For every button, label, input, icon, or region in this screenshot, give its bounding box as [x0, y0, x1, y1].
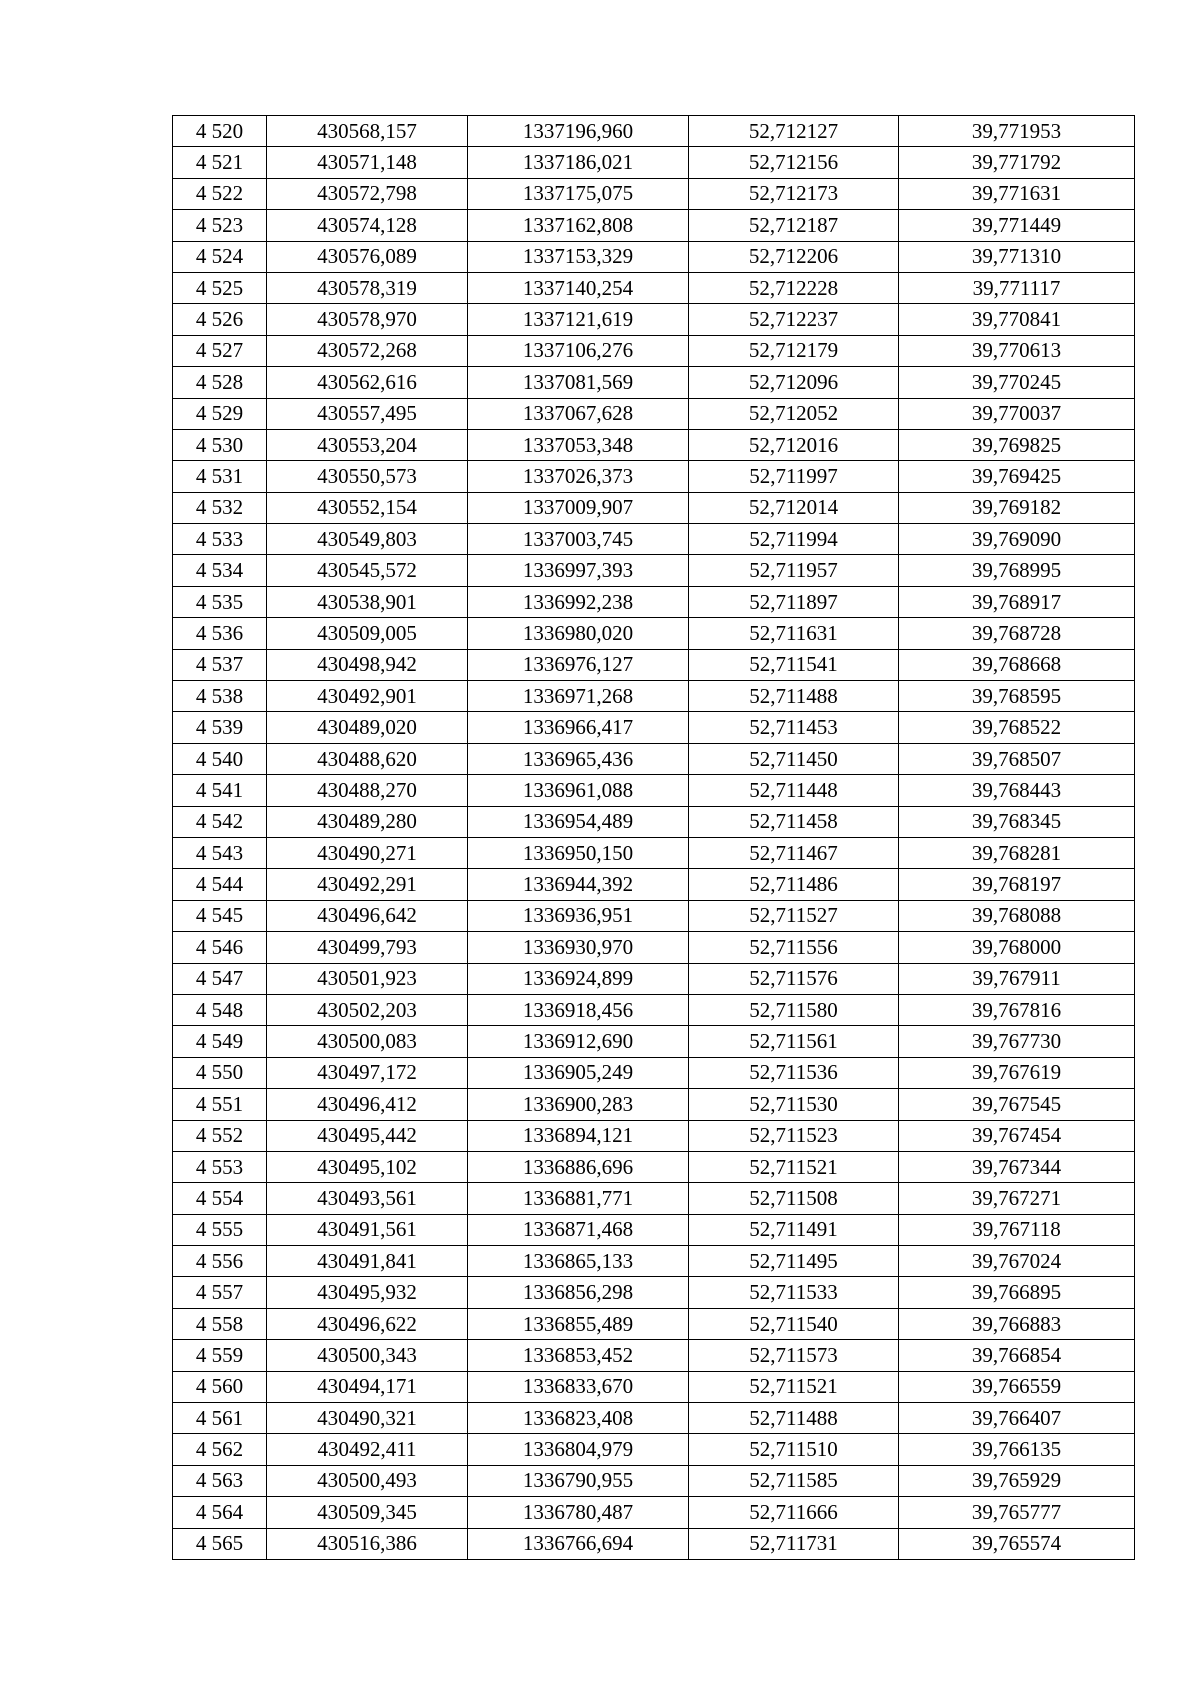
- longitude-cell: 39,768345: [899, 806, 1135, 837]
- table-row: [173, 1057, 1135, 1088]
- latitude-cell: 52,711897: [689, 586, 899, 617]
- table-row: [173, 116, 1135, 147]
- y-coordinate-cell: 1336853,452: [468, 1340, 689, 1371]
- longitude-cell: 39,769425: [899, 461, 1135, 492]
- y-coordinate-cell: 1336766,694: [468, 1528, 689, 1559]
- y-coordinate-cell: 1336881,771: [468, 1183, 689, 1214]
- y-coordinate-cell: 1337186,021: [468, 147, 689, 178]
- y-coordinate-cell: 1336856,298: [468, 1277, 689, 1308]
- x-coordinate-cell: 430568,157: [267, 116, 468, 147]
- point-number-cell: 4 553: [173, 1151, 267, 1182]
- latitude-cell: 52,711536: [689, 1057, 899, 1088]
- point-number-cell: 4 560: [173, 1371, 267, 1402]
- table-row: [173, 963, 1135, 994]
- table-row: [173, 1497, 1135, 1528]
- longitude-cell: 39,765929: [899, 1465, 1135, 1496]
- x-coordinate-cell: 430496,622: [267, 1308, 468, 1339]
- x-coordinate-cell: 430509,005: [267, 618, 468, 649]
- x-coordinate-cell: 430572,798: [267, 178, 468, 209]
- y-coordinate-cell: 1336961,088: [468, 775, 689, 806]
- point-number-cell: 4 520: [173, 116, 267, 147]
- longitude-cell: 39,770037: [899, 398, 1135, 429]
- latitude-cell: 52,711585: [689, 1465, 899, 1496]
- point-number-cell: 4 546: [173, 932, 267, 963]
- table-row: [173, 994, 1135, 1025]
- latitude-cell: 52,712173: [689, 178, 899, 209]
- latitude-cell: 52,712187: [689, 210, 899, 241]
- point-number-cell: 4 552: [173, 1120, 267, 1151]
- table-row: [173, 1340, 1135, 1371]
- x-coordinate-cell: 430500,493: [267, 1465, 468, 1496]
- point-number-cell: 4 537: [173, 649, 267, 680]
- latitude-cell: 52,712179: [689, 335, 899, 366]
- table-row: [173, 1528, 1135, 1559]
- latitude-cell: 52,711573: [689, 1340, 899, 1371]
- point-number-cell: 4 557: [173, 1277, 267, 1308]
- point-number-cell: 4 526: [173, 304, 267, 335]
- x-coordinate-cell: 430553,204: [267, 429, 468, 460]
- table-row: [173, 586, 1135, 617]
- point-number-cell: 4 540: [173, 743, 267, 774]
- latitude-cell: 52,712156: [689, 147, 899, 178]
- latitude-cell: 52,711486: [689, 869, 899, 900]
- x-coordinate-cell: 430490,271: [267, 837, 468, 868]
- point-number-cell: 4 562: [173, 1434, 267, 1465]
- longitude-cell: 39,766895: [899, 1277, 1135, 1308]
- x-coordinate-cell: 430497,172: [267, 1057, 468, 1088]
- latitude-cell: 52,711508: [689, 1183, 899, 1214]
- table-row: [173, 1434, 1135, 1465]
- point-number-cell: 4 544: [173, 869, 267, 900]
- point-number-cell: 4 535: [173, 586, 267, 617]
- x-coordinate-cell: 430492,411: [267, 1434, 468, 1465]
- table-row: [173, 1465, 1135, 1496]
- y-coordinate-cell: 1337162,808: [468, 210, 689, 241]
- point-number-cell: 4 533: [173, 524, 267, 555]
- x-coordinate-cell: 430490,321: [267, 1403, 468, 1434]
- longitude-cell: 39,768595: [899, 681, 1135, 712]
- point-number-cell: 4 527: [173, 335, 267, 366]
- point-number-cell: 4 558: [173, 1308, 267, 1339]
- x-coordinate-cell: 430500,343: [267, 1340, 468, 1371]
- latitude-cell: 52,711488: [689, 1403, 899, 1434]
- point-number-cell: 4 548: [173, 994, 267, 1025]
- y-coordinate-cell: 1336918,456: [468, 994, 689, 1025]
- table-row: [173, 1214, 1135, 1245]
- point-number-cell: 4 528: [173, 367, 267, 398]
- point-number-cell: 4 524: [173, 241, 267, 272]
- y-coordinate-cell: 1336992,238: [468, 586, 689, 617]
- y-coordinate-cell: 1337121,619: [468, 304, 689, 335]
- point-number-cell: 4 536: [173, 618, 267, 649]
- latitude-cell: 52,711576: [689, 963, 899, 994]
- table-row: [173, 555, 1135, 586]
- x-coordinate-cell: 430498,942: [267, 649, 468, 680]
- longitude-cell: 39,768281: [899, 837, 1135, 868]
- longitude-cell: 39,770841: [899, 304, 1135, 335]
- x-coordinate-cell: 430491,841: [267, 1246, 468, 1277]
- x-coordinate-cell: 430500,083: [267, 1026, 468, 1057]
- longitude-cell: 39,771117: [899, 272, 1135, 303]
- longitude-cell: 39,768507: [899, 743, 1135, 774]
- latitude-cell: 52,711491: [689, 1214, 899, 1245]
- y-coordinate-cell: 1336871,468: [468, 1214, 689, 1245]
- table-row: [173, 1277, 1135, 1308]
- y-coordinate-cell: 1337140,254: [468, 272, 689, 303]
- latitude-cell: 52,711523: [689, 1120, 899, 1151]
- x-coordinate-cell: 430495,442: [267, 1120, 468, 1151]
- y-coordinate-cell: 1336790,955: [468, 1465, 689, 1496]
- latitude-cell: 52,711666: [689, 1497, 899, 1528]
- x-coordinate-cell: 430552,154: [267, 492, 468, 523]
- y-coordinate-cell: 1336780,487: [468, 1497, 689, 1528]
- y-coordinate-cell: 1336936,951: [468, 900, 689, 931]
- y-coordinate-cell: 1337053,348: [468, 429, 689, 460]
- x-coordinate-cell: 430572,268: [267, 335, 468, 366]
- coordinates-table-body: [173, 116, 1135, 1560]
- longitude-cell: 39,771953: [899, 116, 1135, 147]
- longitude-cell: 39,770613: [899, 335, 1135, 366]
- table-row: [173, 649, 1135, 680]
- point-number-cell: 4 522: [173, 178, 267, 209]
- x-coordinate-cell: 430496,412: [267, 1089, 468, 1120]
- latitude-cell: 52,711997: [689, 461, 899, 492]
- latitude-cell: 52,712096: [689, 367, 899, 398]
- table-row: [173, 1308, 1135, 1339]
- latitude-cell: 52,711994: [689, 524, 899, 555]
- table-row: [173, 1183, 1135, 1214]
- table-row: [173, 775, 1135, 806]
- latitude-cell: 52,711631: [689, 618, 899, 649]
- point-number-cell: 4 530: [173, 429, 267, 460]
- x-coordinate-cell: 430550,573: [267, 461, 468, 492]
- longitude-cell: 39,768522: [899, 712, 1135, 743]
- longitude-cell: 39,767911: [899, 963, 1135, 994]
- x-coordinate-cell: 430578,970: [267, 304, 468, 335]
- longitude-cell: 39,767344: [899, 1151, 1135, 1182]
- table-row: [173, 178, 1135, 209]
- y-coordinate-cell: 1336980,020: [468, 618, 689, 649]
- y-coordinate-cell: 1336905,249: [468, 1057, 689, 1088]
- y-coordinate-cell: 1336966,417: [468, 712, 689, 743]
- point-number-cell: 4 525: [173, 272, 267, 303]
- x-coordinate-cell: 430501,923: [267, 963, 468, 994]
- longitude-cell: 39,766883: [899, 1308, 1135, 1339]
- longitude-cell: 39,768728: [899, 618, 1135, 649]
- point-number-cell: 4 556: [173, 1246, 267, 1277]
- table-row: [173, 618, 1135, 649]
- longitude-cell: 39,767454: [899, 1120, 1135, 1151]
- x-coordinate-cell: 430538,901: [267, 586, 468, 617]
- y-coordinate-cell: 1337003,745: [468, 524, 689, 555]
- latitude-cell: 52,711731: [689, 1528, 899, 1559]
- table-row: [173, 492, 1135, 523]
- y-coordinate-cell: 1336912,690: [468, 1026, 689, 1057]
- point-number-cell: 4 555: [173, 1214, 267, 1245]
- point-number-cell: 4 529: [173, 398, 267, 429]
- longitude-cell: 39,771631: [899, 178, 1135, 209]
- latitude-cell: 52,712206: [689, 241, 899, 272]
- y-coordinate-cell: 1336886,696: [468, 1151, 689, 1182]
- latitude-cell: 52,711541: [689, 649, 899, 680]
- longitude-cell: 39,770245: [899, 367, 1135, 398]
- x-coordinate-cell: 430571,148: [267, 147, 468, 178]
- y-coordinate-cell: 1336954,489: [468, 806, 689, 837]
- longitude-cell: 39,765777: [899, 1497, 1135, 1528]
- table-row: [173, 681, 1135, 712]
- latitude-cell: 52,711580: [689, 994, 899, 1025]
- coordinates-table: [172, 115, 1135, 1560]
- longitude-cell: 39,769182: [899, 492, 1135, 523]
- table-row: [173, 932, 1135, 963]
- longitude-cell: 39,767816: [899, 994, 1135, 1025]
- x-coordinate-cell: 430574,128: [267, 210, 468, 241]
- y-coordinate-cell: 1336997,393: [468, 555, 689, 586]
- latitude-cell: 52,711448: [689, 775, 899, 806]
- latitude-cell: 52,711527: [689, 900, 899, 931]
- latitude-cell: 52,711561: [689, 1026, 899, 1057]
- x-coordinate-cell: 430496,642: [267, 900, 468, 931]
- longitude-cell: 39,768995: [899, 555, 1135, 586]
- x-coordinate-cell: 430499,793: [267, 932, 468, 963]
- point-number-cell: 4 565: [173, 1528, 267, 1559]
- y-coordinate-cell: 1336924,899: [468, 963, 689, 994]
- longitude-cell: 39,765574: [899, 1528, 1135, 1559]
- longitude-cell: 39,766559: [899, 1371, 1135, 1402]
- latitude-cell: 52,711533: [689, 1277, 899, 1308]
- point-number-cell: 4 539: [173, 712, 267, 743]
- table-row: [173, 869, 1135, 900]
- x-coordinate-cell: 430557,495: [267, 398, 468, 429]
- x-coordinate-cell: 430562,616: [267, 367, 468, 398]
- point-number-cell: 4 545: [173, 900, 267, 931]
- point-number-cell: 4 561: [173, 1403, 267, 1434]
- point-number-cell: 4 564: [173, 1497, 267, 1528]
- longitude-cell: 39,771449: [899, 210, 1135, 241]
- table-row: [173, 712, 1135, 743]
- table-row: [173, 398, 1135, 429]
- x-coordinate-cell: 430549,803: [267, 524, 468, 555]
- y-coordinate-cell: 1337153,329: [468, 241, 689, 272]
- point-number-cell: 4 563: [173, 1465, 267, 1496]
- x-coordinate-cell: 430489,020: [267, 712, 468, 743]
- table-row: [173, 335, 1135, 366]
- latitude-cell: 52,711530: [689, 1089, 899, 1120]
- x-coordinate-cell: 430492,291: [267, 869, 468, 900]
- point-number-cell: 4 523: [173, 210, 267, 241]
- y-coordinate-cell: 1336865,133: [468, 1246, 689, 1277]
- table-row: [173, 1151, 1135, 1182]
- longitude-cell: 39,766854: [899, 1340, 1135, 1371]
- latitude-cell: 52,711510: [689, 1434, 899, 1465]
- latitude-cell: 52,711453: [689, 712, 899, 743]
- point-number-cell: 4 543: [173, 837, 267, 868]
- longitude-cell: 39,771310: [899, 241, 1135, 272]
- point-number-cell: 4 554: [173, 1183, 267, 1214]
- table-row: [173, 524, 1135, 555]
- table-row: [173, 461, 1135, 492]
- longitude-cell: 39,768443: [899, 775, 1135, 806]
- y-coordinate-cell: 1336855,489: [468, 1308, 689, 1339]
- y-coordinate-cell: 1336894,121: [468, 1120, 689, 1151]
- y-coordinate-cell: 1336833,670: [468, 1371, 689, 1402]
- table-row: [173, 900, 1135, 931]
- latitude-cell: 52,712237: [689, 304, 899, 335]
- longitude-cell: 39,769090: [899, 524, 1135, 555]
- y-coordinate-cell: 1336930,970: [468, 932, 689, 963]
- longitude-cell: 39,768668: [899, 649, 1135, 680]
- table-row: [173, 1120, 1135, 1151]
- table-row: [173, 147, 1135, 178]
- latitude-cell: 52,712052: [689, 398, 899, 429]
- x-coordinate-cell: 430502,203: [267, 994, 468, 1025]
- x-coordinate-cell: 430545,572: [267, 555, 468, 586]
- x-coordinate-cell: 430516,386: [267, 1528, 468, 1559]
- point-number-cell: 4 542: [173, 806, 267, 837]
- y-coordinate-cell: 1336965,436: [468, 743, 689, 774]
- y-coordinate-cell: 1337067,628: [468, 398, 689, 429]
- y-coordinate-cell: 1336950,150: [468, 837, 689, 868]
- table-row: [173, 367, 1135, 398]
- table-row: [173, 1403, 1135, 1434]
- table-row: [173, 1246, 1135, 1277]
- table-row: [173, 743, 1135, 774]
- longitude-cell: 39,768000: [899, 932, 1135, 963]
- table-row: [173, 837, 1135, 868]
- latitude-cell: 52,712228: [689, 272, 899, 303]
- table-row: [173, 806, 1135, 837]
- y-coordinate-cell: 1337081,569: [468, 367, 689, 398]
- latitude-cell: 52,711495: [689, 1246, 899, 1277]
- y-coordinate-cell: 1337106,276: [468, 335, 689, 366]
- point-number-cell: 4 559: [173, 1340, 267, 1371]
- latitude-cell: 52,711450: [689, 743, 899, 774]
- latitude-cell: 52,711521: [689, 1371, 899, 1402]
- table-row: [173, 429, 1135, 460]
- point-number-cell: 4 549: [173, 1026, 267, 1057]
- x-coordinate-cell: 430493,561: [267, 1183, 468, 1214]
- y-coordinate-cell: 1337175,075: [468, 178, 689, 209]
- latitude-cell: 52,711556: [689, 932, 899, 963]
- latitude-cell: 52,711458: [689, 806, 899, 837]
- longitude-cell: 39,767619: [899, 1057, 1135, 1088]
- x-coordinate-cell: 430495,932: [267, 1277, 468, 1308]
- point-number-cell: 4 531: [173, 461, 267, 492]
- x-coordinate-cell: 430489,280: [267, 806, 468, 837]
- x-coordinate-cell: 430488,270: [267, 775, 468, 806]
- point-number-cell: 4 538: [173, 681, 267, 712]
- latitude-cell: 52,711540: [689, 1308, 899, 1339]
- x-coordinate-cell: 430495,102: [267, 1151, 468, 1182]
- longitude-cell: 39,771792: [899, 147, 1135, 178]
- longitude-cell: 39,767271: [899, 1183, 1135, 1214]
- table-row: [173, 241, 1135, 272]
- latitude-cell: 52,712016: [689, 429, 899, 460]
- y-coordinate-cell: 1337009,907: [468, 492, 689, 523]
- latitude-cell: 52,712014: [689, 492, 899, 523]
- latitude-cell: 52,712127: [689, 116, 899, 147]
- point-number-cell: 4 550: [173, 1057, 267, 1088]
- y-coordinate-cell: 1336804,979: [468, 1434, 689, 1465]
- x-coordinate-cell: 430491,561: [267, 1214, 468, 1245]
- y-coordinate-cell: 1336971,268: [468, 681, 689, 712]
- point-number-cell: 4 541: [173, 775, 267, 806]
- latitude-cell: 52,711488: [689, 681, 899, 712]
- table-row: [173, 1371, 1135, 1402]
- table-row: [173, 304, 1135, 335]
- longitude-cell: 39,768917: [899, 586, 1135, 617]
- y-coordinate-cell: 1336976,127: [468, 649, 689, 680]
- x-coordinate-cell: 430488,620: [267, 743, 468, 774]
- y-coordinate-cell: 1336900,283: [468, 1089, 689, 1120]
- x-coordinate-cell: 430494,171: [267, 1371, 468, 1402]
- x-coordinate-cell: 430492,901: [267, 681, 468, 712]
- longitude-cell: 39,768088: [899, 900, 1135, 931]
- table-row: [173, 210, 1135, 241]
- longitude-cell: 39,769825: [899, 429, 1135, 460]
- y-coordinate-cell: 1337196,960: [468, 116, 689, 147]
- longitude-cell: 39,766407: [899, 1403, 1135, 1434]
- point-number-cell: 4 521: [173, 147, 267, 178]
- longitude-cell: 39,766135: [899, 1434, 1135, 1465]
- point-number-cell: 4 534: [173, 555, 267, 586]
- point-number-cell: 4 532: [173, 492, 267, 523]
- y-coordinate-cell: 1336823,408: [468, 1403, 689, 1434]
- point-number-cell: 4 551: [173, 1089, 267, 1120]
- table-row: [173, 272, 1135, 303]
- latitude-cell: 52,711521: [689, 1151, 899, 1182]
- x-coordinate-cell: 430576,089: [267, 241, 468, 272]
- longitude-cell: 39,768197: [899, 869, 1135, 900]
- y-coordinate-cell: 1337026,373: [468, 461, 689, 492]
- y-coordinate-cell: 1336944,392: [468, 869, 689, 900]
- table-row: [173, 1089, 1135, 1120]
- longitude-cell: 39,767545: [899, 1089, 1135, 1120]
- latitude-cell: 52,711957: [689, 555, 899, 586]
- point-number-cell: 4 547: [173, 963, 267, 994]
- longitude-cell: 39,767024: [899, 1246, 1135, 1277]
- x-coordinate-cell: 430578,319: [267, 272, 468, 303]
- longitude-cell: 39,767118: [899, 1214, 1135, 1245]
- longitude-cell: 39,767730: [899, 1026, 1135, 1057]
- latitude-cell: 52,711467: [689, 837, 899, 868]
- table-row: [173, 1026, 1135, 1057]
- x-coordinate-cell: 430509,345: [267, 1497, 468, 1528]
